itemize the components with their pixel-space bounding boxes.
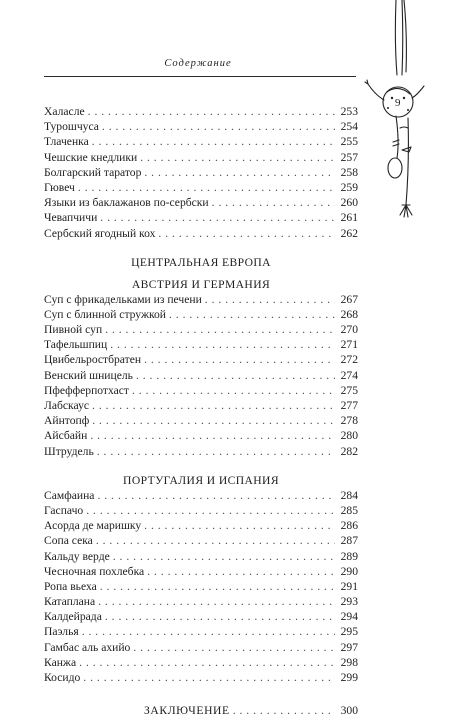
toc-entry-title: Сербский ягодный кох: [44, 226, 156, 240]
toc-entry-title: Турошчуса: [44, 120, 99, 134]
leader-dots: [88, 104, 335, 119]
toc-entry[interactable]: [44, 549, 358, 564]
toc-entry-page: 291: [340, 579, 358, 593]
toc-entry-title: ЗАКЛЮЧЕНИЕ: [144, 704, 230, 718]
toc-entry-page: 267: [340, 292, 358, 306]
leader-dots: [92, 134, 335, 149]
toc-entry-page: 261: [340, 211, 358, 225]
header-rule: [44, 76, 356, 77]
toc-entry-page: 280: [340, 429, 358, 443]
toc-entry[interactable]: [44, 518, 358, 533]
leader-dots: [147, 564, 335, 579]
toc-entry[interactable]: [44, 119, 358, 134]
toc-entry-title: Языки из баклажанов по-сербски: [44, 196, 209, 210]
leader-dots: [140, 150, 335, 165]
toc-entry-page: 270: [340, 323, 358, 337]
leader-dots: [100, 210, 335, 225]
toc-entry-title: Штрудель: [44, 444, 94, 458]
leader-dots: [97, 488, 335, 503]
toc-entry[interactable]: [44, 413, 358, 428]
toc-entry-page: 284: [340, 488, 358, 502]
toc-entry-title: Пивной суп: [44, 323, 103, 337]
toc-entry-title: Чесночная похлебка: [44, 564, 145, 578]
leader-dots: [212, 195, 335, 210]
toc-entry[interactable]: [44, 307, 358, 322]
toc-entry[interactable]: [44, 104, 358, 119]
toc-entry-title: Ропа вьеха: [44, 579, 97, 593]
toc-group-balkans: [44, 104, 358, 241]
leader-dots: [158, 226, 335, 241]
toc-entry-title: Болгарский таратор: [44, 165, 142, 179]
toc-entry-title: Тлаченка: [44, 135, 89, 149]
toc-entry-page: 293: [340, 595, 358, 609]
toc-entry-page: 262: [340, 226, 358, 240]
toc-entry[interactable]: [44, 444, 358, 459]
toc-entry-page: 257: [340, 150, 358, 164]
toc-entry[interactable]: [44, 368, 358, 383]
toc-entry-title: Венский шницель: [44, 368, 133, 382]
toc-entry-conclusion[interactable]: [44, 703, 358, 718]
toc-entry[interactable]: [44, 165, 358, 180]
toc-entry[interactable]: [44, 398, 358, 413]
toc-entry[interactable]: [44, 180, 358, 195]
leader-dots: [78, 180, 335, 195]
leader-dots: [110, 337, 335, 352]
leader-dots: [92, 398, 335, 413]
toc-entry[interactable]: [44, 150, 358, 165]
toc-entry-page: 300: [340, 704, 358, 718]
leader-dots: [144, 518, 335, 533]
leader-dots: [100, 579, 335, 594]
toc-entry-page: 268: [340, 307, 358, 321]
leader-dots: [113, 549, 335, 564]
toc-entry-title: Катаплана: [44, 595, 96, 609]
toc-entry-title: Лабскаус: [44, 399, 90, 412]
toc-entry[interactable]: [44, 292, 358, 307]
toc-entry-title: Калдейрада: [44, 610, 102, 624]
toc-entry-page: 275: [340, 383, 358, 397]
leader-dots: [144, 165, 335, 180]
toc-entry-title: Суп с фрикадельками из печени: [44, 292, 202, 306]
toc-entry-page: 255: [340, 135, 358, 149]
toc-entry[interactable]: [44, 210, 358, 225]
toc-entry-title: Тафельшпиц: [44, 338, 108, 352]
toc-entry[interactable]: [44, 488, 358, 503]
toc-entry-title: Косидо: [44, 671, 81, 684]
toc-entry[interactable]: [44, 352, 358, 367]
leader-dots: [105, 322, 335, 337]
toc-entry[interactable]: [44, 655, 358, 670]
toc-entry-page: 297: [340, 640, 358, 654]
toc-entry[interactable]: [44, 609, 358, 624]
toc-entry-page: 274: [340, 368, 358, 382]
toc-entry-title: Гамбас аль ахийо: [44, 640, 131, 654]
section-heading-portugal-spain: ПОРТУГАЛИЯ И ИСПАНИЯ: [123, 473, 279, 487]
toc-entry-title: Чевапчичи: [44, 211, 98, 225]
toc-group-austria-germany: [44, 292, 358, 459]
toc-entry-page: 299: [340, 671, 358, 684]
toc-entry-title: Халасле: [44, 105, 85, 118]
toc-entry-page: 286: [340, 519, 358, 533]
leader-dots: [86, 503, 335, 518]
leader-dots: [169, 307, 335, 322]
table-of-contents: [44, 104, 358, 718]
leader-dots: [97, 444, 335, 459]
toc-entry[interactable]: [44, 322, 358, 337]
toc-entry-page: 295: [340, 625, 358, 639]
toc-entry[interactable]: [44, 195, 358, 210]
toc-entry-page: 258: [340, 165, 358, 179]
toc-entry[interactable]: [44, 134, 358, 149]
toc-entry-title: Канжа: [44, 655, 77, 669]
leader-dots: [102, 119, 335, 134]
leader-dots: [136, 368, 335, 383]
toc-entry-page: 294: [340, 610, 358, 624]
doodle-badge-number: 9: [395, 97, 401, 109]
toc-entry-page: 290: [340, 564, 358, 578]
toc-group-portugal-spain: [44, 488, 358, 685]
leader-dots: [105, 609, 335, 624]
toc-entry-title: Сопа сека: [44, 534, 93, 548]
toc-entry[interactable]: [44, 624, 358, 639]
running-head: Содержание: [164, 58, 232, 69]
toc-entry-title: Асорда де маришку: [44, 519, 142, 533]
toc-entry-title: Гювеч: [44, 180, 75, 194]
toc-entry[interactable]: [44, 670, 358, 685]
toc-entry-title: Гаспачо: [44, 503, 84, 517]
leader-dots: [132, 383, 335, 398]
toc-entry[interactable]: [44, 533, 358, 548]
toc-entry[interactable]: [44, 579, 358, 594]
toc-entry[interactable]: [44, 383, 358, 398]
toc-entry[interactable]: [44, 428, 358, 443]
toc-entry-title: Паэлья: [44, 625, 79, 639]
toc-entry-page: 278: [340, 414, 358, 428]
toc-entry-title: Чешские кнедлики: [44, 150, 138, 164]
toc-entry-page: 271: [340, 338, 358, 352]
leader-dots: [133, 640, 335, 655]
leader-dots: [82, 624, 335, 639]
toc-entry-title: Айнтопф: [44, 414, 90, 428]
fork-spoon-doodle-icon: [362, 0, 452, 240]
toc-entry-page: 254: [340, 120, 358, 134]
toc-entry-page: 287: [340, 534, 358, 548]
toc-entry-title: Айсбайн: [44, 429, 88, 443]
toc-entry-title: Кальду верде: [44, 549, 110, 563]
toc-entry-title: Пфефферпотхаст: [44, 383, 129, 397]
leader-dots: [90, 428, 335, 443]
toc-entry-page: 285: [340, 503, 358, 517]
leader-dots: [92, 413, 335, 428]
toc-entry[interactable]: [44, 640, 358, 655]
toc-entry-page: 277: [340, 399, 358, 412]
region-heading: ЦЕНТРАЛЬНАЯ ЕВРОПА: [131, 255, 271, 269]
leader-dots: [96, 533, 335, 548]
leader-dots: [98, 594, 335, 609]
toc-entry-page: 259: [340, 180, 358, 194]
toc-entry-page: 260: [340, 196, 358, 210]
leader-dots: [79, 655, 335, 670]
toc-entry-page: 289: [340, 549, 358, 563]
toc-entry[interactable]: [44, 564, 358, 579]
toc-entry-title: Суп с блинной стружкой: [44, 307, 166, 321]
toc-entry-page: 272: [340, 353, 358, 367]
toc-entry-page: 298: [340, 655, 358, 669]
toc-entry-title: Цвибельростбратен: [44, 353, 142, 367]
toc-entry[interactable]: [44, 337, 358, 352]
toc-entry-page: 282: [340, 444, 358, 458]
section-heading-austria-germany: АВСТРИЯ И ГЕРМАНИЯ: [131, 277, 271, 291]
leader-dots: [233, 703, 335, 718]
toc-entry-page: 253: [340, 105, 358, 118]
leader-dots: [83, 670, 335, 685]
toc-entry[interactable]: [44, 226, 358, 241]
toc-entry-title: Самфаина: [44, 488, 95, 502]
toc-entry[interactable]: [44, 503, 358, 518]
leader-dots: [205, 292, 335, 307]
leader-dots: [144, 352, 335, 367]
toc-entry[interactable]: [44, 594, 358, 609]
